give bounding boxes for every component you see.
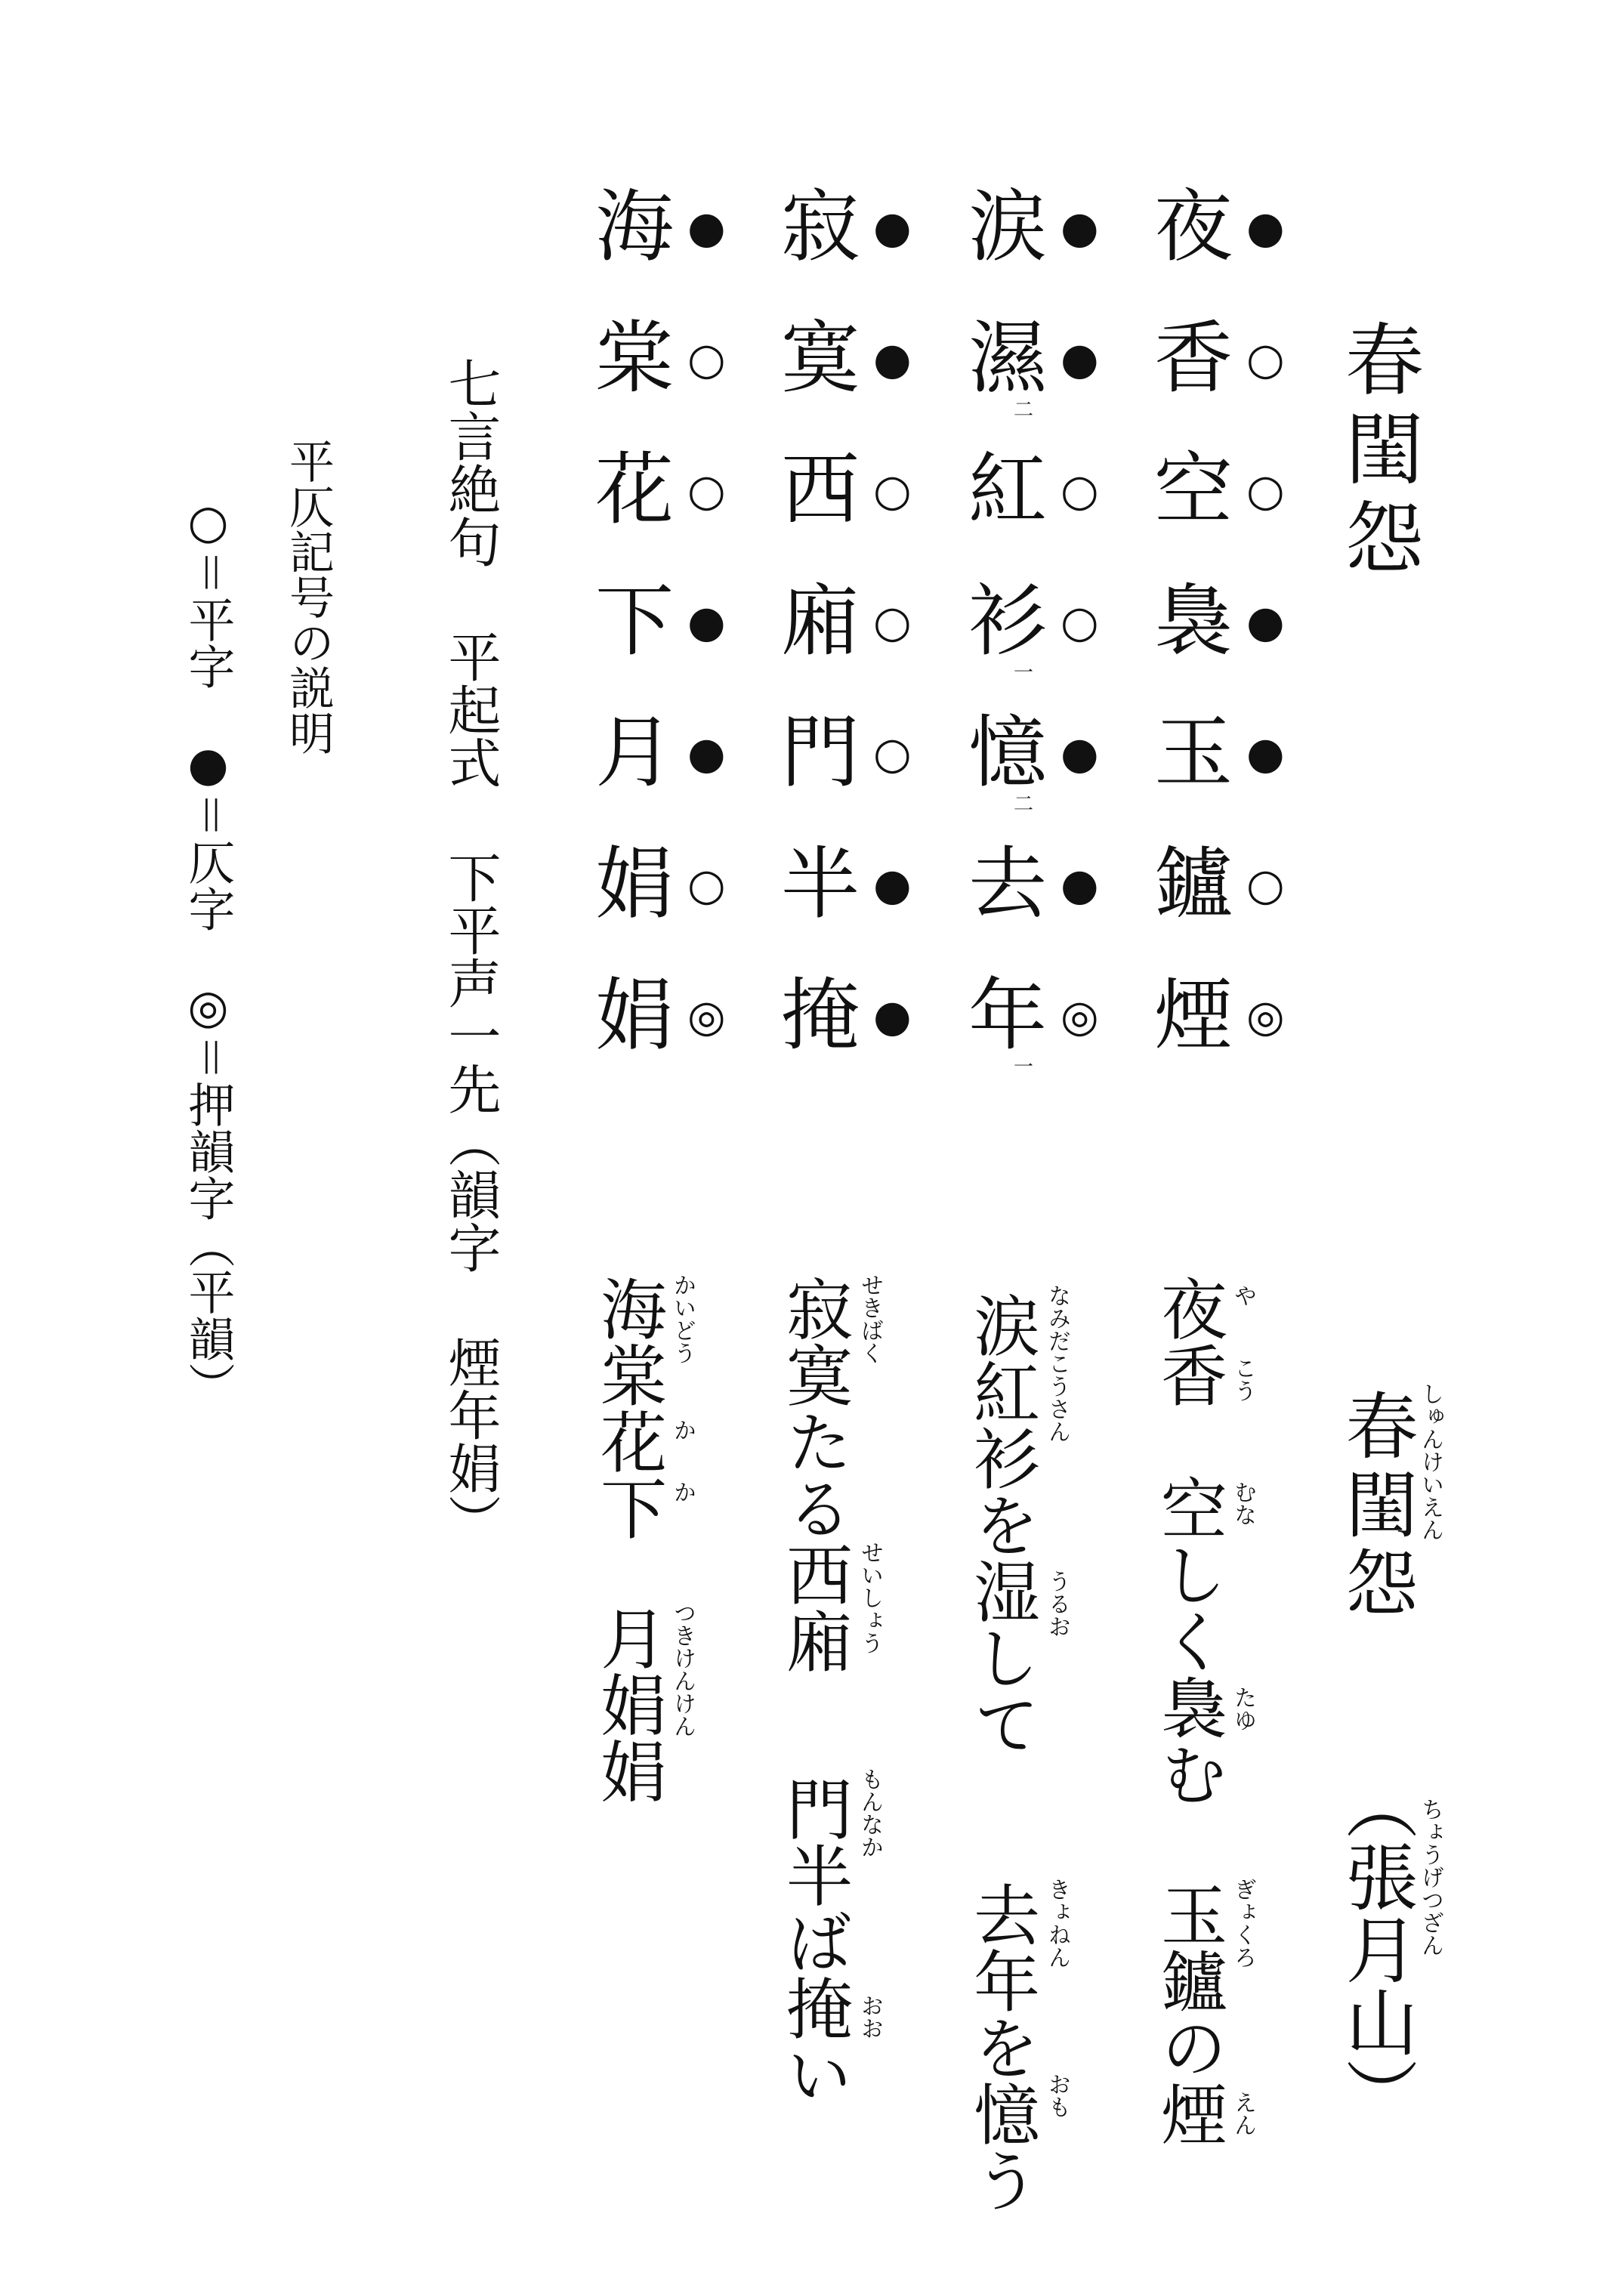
reading-title-ruby: しゅんけいえん	[1417, 1382, 1443, 1541]
tone-mark: ●	[1061, 333, 1099, 384]
poem-cell	[781, 706, 925, 844]
tone-mark: ●	[1246, 202, 1285, 253]
poem-cell	[968, 443, 1112, 582]
tone-mark: ●	[873, 859, 912, 910]
reading-ruby: もんなか	[857, 1768, 883, 1858]
poem-cell	[595, 312, 739, 450]
poem-char: 鑪	[1154, 838, 1233, 930]
poem-char: 空	[1154, 443, 1233, 536]
poem-cell	[1154, 443, 1298, 582]
tone-mark: ●	[1246, 596, 1285, 647]
reading-ruby: おも	[1044, 2073, 1070, 2118]
poem-char: 寞	[781, 312, 860, 404]
legend-heading: 平仄記号の説明	[282, 438, 335, 755]
poem-char: 棠	[595, 312, 675, 404]
reading-ruby: おお	[857, 1994, 883, 2039]
tone-mark: ●	[687, 727, 726, 779]
kaeriten-mark: 一	[1014, 1056, 1034, 1079]
poem-cell	[1154, 312, 1298, 450]
reading-ruby: せいしょう	[857, 1541, 883, 1654]
kaeriten-mark: 二	[1014, 399, 1034, 421]
poem-cell	[968, 706, 1112, 844]
poem-line-4	[595, 181, 739, 1107]
poem-char: 年	[968, 969, 1048, 1061]
poem-char: 裊	[1154, 575, 1233, 667]
tone-mark: ●	[1246, 727, 1285, 779]
reading-ruby: こう	[1230, 1357, 1256, 1402]
tone-mark: ○	[1246, 465, 1285, 516]
poem-cell	[968, 838, 1112, 976]
poem-char: 半	[781, 838, 860, 930]
poem-char: 夜	[1154, 181, 1233, 273]
poem-char: 香	[1154, 312, 1233, 404]
tone-mark: ●	[687, 202, 726, 253]
poem-char: 憶	[968, 706, 1048, 798]
reading-line-4-part1: 海棠花下	[590, 1275, 668, 1541]
poem-cell	[595, 443, 739, 582]
poem-line-1	[1154, 181, 1298, 1107]
kaeriten-mark: 二	[1014, 793, 1034, 816]
tone-mark: ●	[1061, 859, 1099, 910]
reading-ruby: きょねん	[1044, 1878, 1070, 1968]
reading-line-3-part1: 寂寞たる西廂	[776, 1275, 854, 1674]
form-note: 七言絶句 平起式 下平声一先（韻字 煙年娟）	[440, 357, 502, 1547]
reading-ruby: たゆ	[1230, 1686, 1256, 1731]
tone-mark: ○	[687, 859, 726, 910]
poem-char: 玉	[1154, 706, 1233, 798]
poem-char: 濕	[968, 312, 1048, 404]
poem-char: 娟	[595, 838, 675, 930]
reading-line-2-part2: 去年を憶う	[963, 1881, 1041, 2213]
reading-ruby: せきばく	[857, 1274, 883, 1364]
reading-ruby: ぎょくろ	[1230, 1878, 1256, 1968]
poem-cell	[968, 575, 1112, 713]
poem-cell	[1154, 575, 1298, 713]
poem-cell	[595, 181, 739, 319]
poem-cell	[781, 312, 925, 450]
tone-mark: ○	[687, 333, 726, 384]
reading-title: 春閨怨	[1334, 1388, 1419, 1624]
tone-mark: ○	[1061, 596, 1099, 647]
tone-mark: ○	[873, 596, 912, 647]
reading-ruby: か	[669, 1480, 696, 1503]
kaeriten-mark: 一	[1014, 662, 1034, 684]
poem-char: 娟	[595, 969, 675, 1061]
poem-char: 煙	[1154, 969, 1233, 1061]
tone-mark: ○	[873, 465, 912, 516]
tone-mark: ●	[1061, 727, 1099, 779]
reading-ruby: えん	[1230, 2091, 1256, 2136]
tone-mark: ○	[873, 727, 912, 779]
poem-line-3	[781, 181, 925, 1107]
reading-ruby: なみだこうさん	[1044, 1284, 1070, 1443]
poem-cell	[781, 969, 925, 1107]
tone-mark: ○	[1246, 859, 1285, 910]
poem-char: 掩	[781, 969, 860, 1061]
poem-char: 下	[595, 575, 675, 667]
poem-char: 寂	[781, 181, 860, 273]
poem-cell	[1154, 181, 1298, 319]
tone-mark: ●	[873, 333, 912, 384]
poem-title: 春閨怨	[1332, 319, 1424, 586]
poem-cell	[1154, 969, 1298, 1107]
reading-ruby: か	[669, 1419, 696, 1441]
poem-char: 西	[781, 443, 860, 536]
poem-char: 海	[595, 181, 675, 273]
legend-items: ○＝平字 ●＝仄字 ◎＝押韻字（平韻）	[181, 494, 236, 1409]
reading-ruby: や	[1230, 1284, 1256, 1307]
reading-ruby: つきけんけん	[669, 1601, 696, 1737]
poem-cell	[595, 706, 739, 844]
poem-cell	[595, 575, 739, 713]
tone-mark: ○	[1246, 333, 1285, 384]
poem-cell	[968, 312, 1112, 450]
poem-cell	[595, 969, 739, 1107]
reading-author: （張月山）	[1334, 1768, 1419, 2130]
poem-cell	[595, 838, 739, 976]
poem-char: 月	[595, 706, 675, 798]
poem-char: 衫	[968, 575, 1048, 667]
poem-char: 廂	[781, 575, 860, 667]
tone-mark: ◎	[1061, 990, 1099, 1042]
poem-cell	[1154, 838, 1298, 976]
reading-author-ruby: ちょうげつざん	[1417, 1798, 1443, 1956]
reading-line-1-part1: 夜香 空しく裊む	[1150, 1275, 1228, 1807]
poem-char: 紅	[968, 443, 1048, 536]
poem-cell	[781, 575, 925, 713]
reading-ruby: うるお	[1044, 1570, 1070, 1638]
poem-line-2	[968, 181, 1112, 1107]
poem-cell	[781, 443, 925, 582]
tone-mark: ◎	[687, 990, 726, 1042]
poem-cell	[1154, 706, 1298, 844]
tone-mark: ○	[687, 465, 726, 516]
tone-mark: ◎	[1246, 990, 1285, 1042]
tone-mark: ●	[687, 596, 726, 647]
reading-line-4-part2: 月娟娟	[590, 1604, 668, 1804]
reading-line-2-part1: 涙紅衫を湿して	[963, 1292, 1041, 1757]
reading-ruby: かいどう	[669, 1274, 696, 1364]
poem-char: 涙	[968, 181, 1048, 273]
reading-line-3-part2: 門半ば掩い	[776, 1775, 854, 2107]
tone-mark: ●	[873, 202, 912, 253]
poem-char: 門	[781, 706, 860, 798]
poem-cell	[968, 969, 1112, 1107]
tone-mark: ●	[873, 990, 912, 1042]
tone-mark: ○	[1061, 465, 1099, 516]
poem-char: 去	[968, 838, 1048, 930]
poem-cell	[781, 838, 925, 976]
poem-cell	[781, 181, 925, 319]
reading-ruby: むな	[1230, 1480, 1256, 1526]
tone-mark: ●	[1061, 202, 1099, 253]
reading-line-1-part2: 玉鑪の煙	[1150, 1881, 1228, 2147]
poem-char: 花	[595, 443, 675, 536]
poem-cell	[968, 181, 1112, 319]
